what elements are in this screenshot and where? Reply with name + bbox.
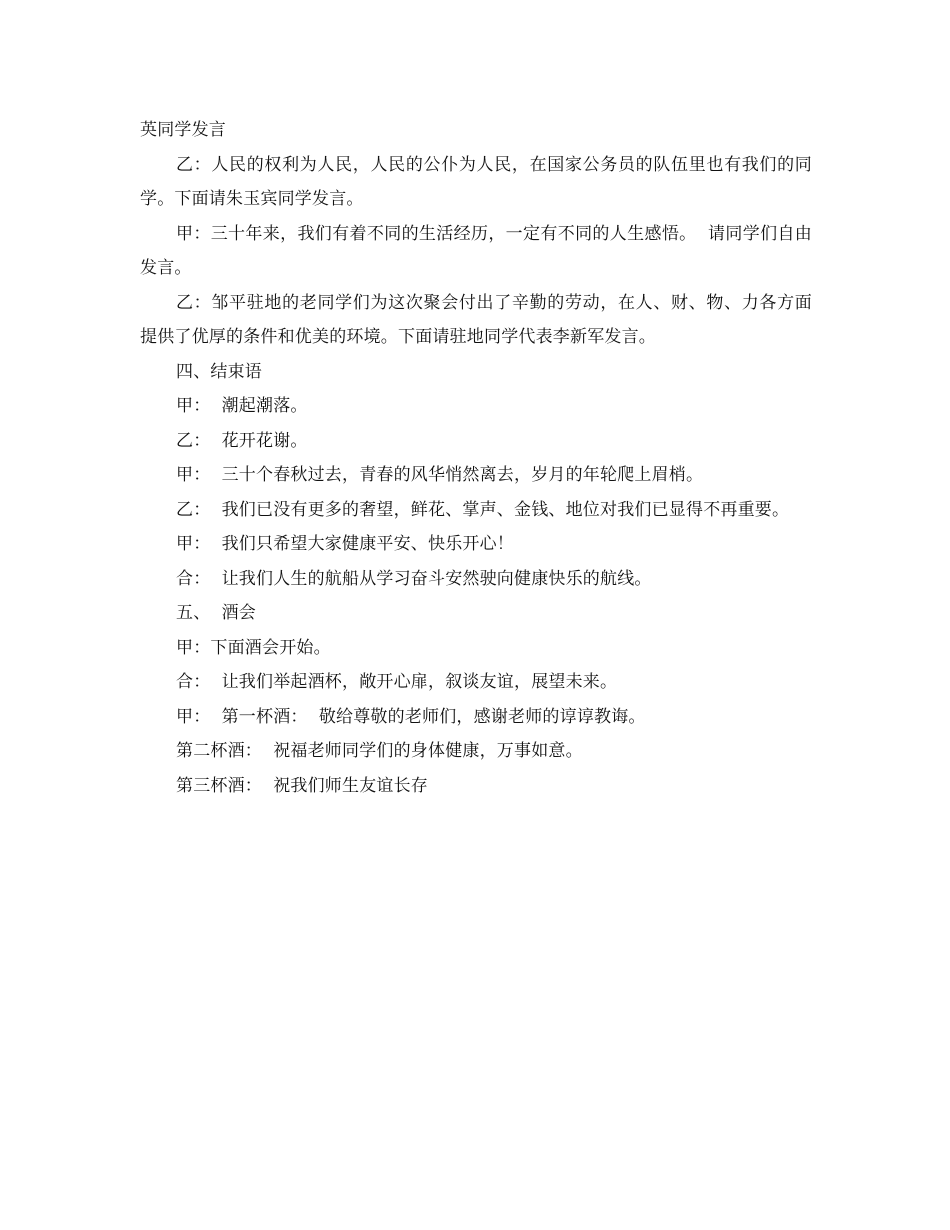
dialogue-line: 乙： 花开花谢。 xyxy=(176,430,308,451)
dialogue-line: 甲： 我们只希望大家健康平安、快乐开心！ xyxy=(176,534,515,554)
document-body xyxy=(140,113,812,803)
dialogue-line: 合： 让我们举起酒杯，敞开心扉，叙谈友谊，展望未来。 xyxy=(176,672,618,692)
dialogue-line: 甲： 三十个春秋过去，青春的风华悄然离去，岁月的年轮爬上眉梢。 xyxy=(176,465,704,485)
paragraph: 乙：人民的权利为人民，人民的公仆为人民，在国家公务员的队伍里也有我们的同学。下面请朱玉宾同学发言。 xyxy=(140,154,812,209)
toast-line: 第二杯酒： 祝福老师同学们的身体健康，万事如意。 xyxy=(176,741,583,761)
dialogue-line: 乙： 我们已没有更多的奢望，鲜花、掌声、金钱、地位对我们已显得不再重要。 xyxy=(176,499,790,520)
section-heading-banquet: 五、 酒会 xyxy=(176,603,257,623)
paragraph: 乙：邹平驻地的老同学们为这次聚会付出了辛勤的劳动，在人、财、物、力各方面提供了优厚的条件和优美的环境。下面请驻地同学代表李新军发言。 xyxy=(140,292,812,347)
toast-line: 第三杯酒： 祝我们师生友谊长存 xyxy=(176,775,429,796)
dialogue-line: 合： 让我们人生的航船从学习奋斗安然驶向健康快乐的航线。 xyxy=(176,568,652,589)
dialogue-line: 甲：下面酒会开始。 xyxy=(176,637,331,658)
paragraph: 甲：三十年来，我们有着不同的生活经历，一定有不同的人生感悟。 请同学们自由发言。 xyxy=(140,223,812,278)
dialogue-line: 甲： 潮起潮落。 xyxy=(176,396,308,416)
toast-line: 甲： 第一杯酒： 敬给尊敬的老师们，感谢老师的谆谆教诲。 xyxy=(176,706,646,727)
section-heading-closing: 四、结束语 xyxy=(176,361,262,382)
paragraph-continuation: 英同学发言 xyxy=(140,120,226,140)
